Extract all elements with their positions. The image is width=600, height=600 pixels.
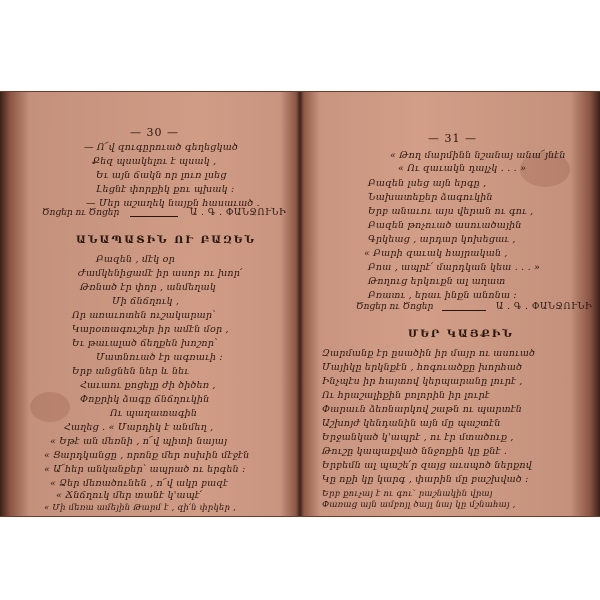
poem-line: « Ու զաւակն դալչկ . . . » (398, 163, 527, 174)
poem-line: Ժամկենիցամէ իր ասոր ու խոր՛ (78, 268, 243, 279)
poem-line: « Ճնճղուկ մեր տանէ կ'ապէ՛ (56, 490, 203, 501)
poem-line: Աշխոյժ կենդանին այն մը պաշտէն (322, 418, 501, 429)
poem-line: Կարօտագուշեր իր ամէն մօր , (72, 324, 229, 335)
poem-line: Քեզ պսակելու է պսակ , (92, 156, 217, 167)
poem-line: Զարմանք էր ըսածին իր մայր ու ասուած (322, 348, 536, 359)
poem-line: Բռատւ , երաւ ինքն անոնա : (368, 290, 517, 301)
poem-line: Երբ անցնեն ներ և նեւ (72, 366, 190, 377)
poem-line: Մայիկը երկնքէն , հոգուածքը խորհած (322, 362, 523, 373)
poem-line: — Ո՜վ զուգըրուած գեղեցկած (84, 142, 238, 153)
poem-line: Երբ քուչայ է ու գու՝ րաշնակին վրայ (322, 489, 493, 499)
poem-line: Փարաւն ձեռնարկով շաթն ու պարտէն (322, 404, 523, 415)
poem-line: Երջանկած կ'ապրէ , ու էր մտածուք , (322, 432, 514, 443)
poem-line: Երբեմն ալ պաշե՛ր զայց աւսպոծ ներքով (322, 460, 532, 471)
poem-line: « Ցարդկանցը , որոնք մեր ոսխին մէջէն (44, 450, 250, 461)
signature-rule (442, 310, 486, 311)
book-spread (0, 91, 600, 517)
poem-line: « Եթէ ան մեռնի , ո՜վ պիտի նայայ (50, 436, 228, 447)
poem-line: Հաղեց . « Մարդիկ է անմեղ , (64, 422, 214, 433)
right-page (300, 92, 600, 516)
signature-author: Ա . Գ . ՓԱՆՋՈՒՆԻ (190, 208, 287, 218)
poem-line: Գրկեաց , արդար կոխեցաւ , (368, 234, 516, 245)
poem-line: « Մի մեռա ամեյին Թարմ է , զի՛ն փրկեր , (44, 503, 237, 513)
poem-line: Բազեն լսեց այն երգը , (368, 178, 487, 189)
poem-line: — Մեր աշաղեկ նայքն հասաւած . (86, 198, 260, 209)
poem-line: Հաւաու քոցելը ժի ծիծեռ , (80, 380, 216, 391)
poem-line: Երբ անաւու այս վերան ու գու , (368, 206, 534, 217)
poem-line: Ու պաղատագին (110, 408, 198, 419)
signature-place: Ծոցեր ու Ծոցեր (356, 302, 434, 312)
signature-author: Ա . Գ . ՓԱՆՋՈՒՆԻ (496, 302, 593, 312)
poem-line: « Թող մարմինն նշանայ անա՜յնէն (390, 150, 566, 161)
poem-line: « Ձեր մեռածունեն , ո՜վ ակր բազէ (50, 478, 229, 489)
signature-rule (130, 216, 178, 217)
poem-line: Թռնած էր փոր , անմեղակ (80, 282, 217, 293)
poem-line: Թուշը կապաքված ննջոքին կը քնէ . (322, 446, 508, 457)
poem-line: Նախատեքեր ձագուկին (368, 192, 493, 203)
poem-line: Եւ այն ճակն որ լուռ լսեց (96, 170, 227, 181)
poem-line: Որ առաւոտեն ուշակարար՝ (72, 310, 216, 321)
poem-line: Մի ճնճղուկ , (112, 296, 180, 307)
poem-line: « Ա՜հեր անկանքեր՝ ապրած ու երգեն : (44, 464, 246, 475)
poem-line: Ինչպէս իր հայտով կերպարանը լուրէ , (322, 376, 523, 387)
poem-line: Բազեն թոչուած ասուածային (368, 220, 522, 231)
poem-line: Կը ոքի կը կարգ , փարին մը բաշխված : (322, 474, 529, 485)
poem-line: Եւ թաւալած ճեղքեն խոշոր՝ (72, 338, 218, 349)
poem-line: Լեցնէ փորքիկ քու պխակ : (96, 184, 235, 195)
poem-line: Մատնուած էր ագռաւի : (96, 352, 223, 363)
poem-line: Ու հրաշալիքին բոլորին իր լուրէ (322, 390, 490, 401)
poem-heading: ՄԵՐ ԿԱՅՔԻՆ (408, 328, 514, 340)
page-number: — 31 — (428, 132, 477, 145)
signature-place: Ծոցեր ու Ծոցեր (42, 208, 120, 218)
left-page (0, 92, 300, 516)
poem-heading: ԱՆԱՊԱՏԻՆ ՈՒ ԲԱԶԵՆ (76, 234, 257, 246)
page-number: — 30 — (130, 126, 179, 139)
poem-line: Փոքրիկ ձագը ճնճղուկին (80, 394, 210, 405)
poem-line: Թողուց երկուքն ալ աղատ (368, 276, 506, 287)
poem-line: Բազեն , մէկ օր (96, 254, 175, 265)
poem-line: Փառաց այն ամբոյլ ծայլ նայ կը մշնահայ , (322, 500, 516, 510)
poem-line: « Բարի զաւակ հայրական , (364, 248, 508, 259)
poem-line: Բոա , ապրէ՛ մարդկան կեա . . . » (368, 262, 541, 273)
